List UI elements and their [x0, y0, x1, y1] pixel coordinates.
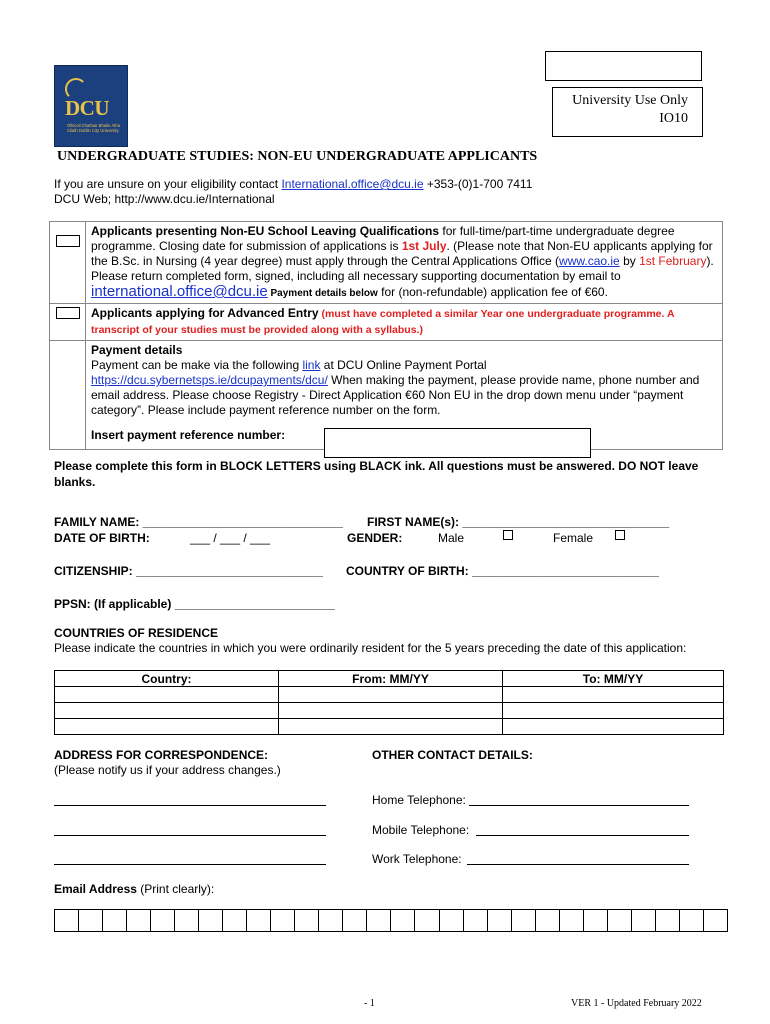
address-note: (Please notify us if your address changes.)	[54, 763, 281, 777]
payment-details-label: Payment details below	[267, 288, 378, 299]
application-options-table	[49, 221, 723, 450]
payment-reference-input[interactable]	[324, 428, 591, 458]
option1-checkbox[interactable]	[56, 235, 80, 247]
option1-desc-5: for (non-refundable) application fee of €60.	[377, 285, 608, 299]
address-line-1[interactable]	[54, 805, 326, 806]
office-reference-box[interactable]	[545, 51, 702, 81]
country-of-birth-field[interactable]: COUNTRY OF BIRTH: ____________________________	[346, 564, 659, 578]
intro-phone: +353-(0)1-700 7411	[423, 177, 533, 191]
payment-heading: Payment details	[91, 343, 183, 357]
page-title: UNDERGRADUATE STUDIES: NON-EU UNDERGRADUATE APPLICANTS	[57, 149, 538, 164]
email-address-input[interactable]	[54, 909, 728, 932]
intro-prefix: If you are unsure on your eligibility contact	[54, 177, 282, 191]
option2-heading: Applicants applying for Advanced Entry	[91, 306, 319, 320]
dob-field[interactable]: ___ / ___ / ___	[190, 531, 271, 545]
option2-note: (must have completed a similar Year one undergraduate programme. A transcript of your studies must be provided along with a syllabus.)	[91, 308, 675, 336]
option1-desc: for full-time/part-time undergraduate degree programme. Closing date for submission of applications is	[91, 224, 675, 253]
option1-text	[86, 222, 723, 304]
mobile-telephone-field[interactable]	[476, 835, 689, 836]
block-letters-note: Please complete this form in BLOCK LETTERS using BLACK ink. All questions must be answered. DO NOT leave blanks.	[54, 459, 699, 489]
work-telephone-label: Work Telephone:	[372, 852, 462, 866]
university-use-label: University Use Only	[572, 93, 688, 108]
female-checkbox[interactable]	[615, 530, 625, 540]
page-number: - 1	[364, 998, 375, 1009]
col-country: Country:	[55, 671, 279, 687]
option1-desc-2: . (Please note that Non-EU applicants applying for the B.Sc. in Nursing (4 year degree) must apply through the Central Applications Office (	[91, 239, 713, 268]
table-row[interactable]	[55, 719, 724, 735]
table-row[interactable]	[55, 687, 724, 703]
international-email-link[interactable]: International.office@dcu.ie	[281, 177, 424, 191]
residence-table	[54, 670, 724, 735]
mobile-telephone-label: Mobile Telephone:	[372, 823, 470, 837]
option2-checkbox[interactable]	[56, 307, 80, 319]
email-label-note: (Print clearly):	[136, 882, 215, 896]
closing-date: 1st July	[401, 239, 447, 253]
citizenship-field[interactable]: CITIZENSHIP: ____________________________	[54, 564, 323, 578]
payment-link[interactable]: link	[302, 358, 321, 372]
version-info: VER 1 - Updated February 2022	[571, 998, 702, 1009]
payment-reference-label: Insert payment reference number:	[91, 428, 286, 442]
gender-label: GENDER:	[347, 531, 403, 545]
table-row[interactable]	[55, 703, 724, 719]
col-from: From: MM/YY	[279, 671, 503, 687]
logo-text: DCU	[65, 96, 109, 120]
option1-checkbox-cell	[50, 222, 86, 304]
cao-link[interactable]: www.cao.ie	[559, 254, 620, 268]
work-telephone-field[interactable]	[467, 864, 689, 865]
option1-desc-3: by	[619, 254, 640, 268]
address-heading: ADDRESS FOR CORRESPONDENCE:	[54, 748, 269, 762]
university-use-box	[552, 87, 703, 137]
payment-desc-2: at DCU Online Payment Portal	[320, 358, 487, 372]
payment-desc-3: When making the payment, please provide name, phone number and email address. Please choose Registry - Direct Application €60 Non EU in the drop down menu under “payment category”. Please include payment reference number on the form.	[91, 373, 700, 417]
female-label: Female	[553, 531, 594, 545]
home-telephone-field[interactable]	[469, 805, 689, 806]
residence-desc: Please indicate the countries in which you were ordinarily resident for the 5 years preceding the date of this application:	[54, 641, 687, 655]
intro-contact	[54, 177, 532, 207]
dcu-logo	[54, 65, 128, 147]
ppsn-field[interactable]: PPSN: (If applicable) ________________________	[54, 597, 335, 611]
family-name-field[interactable]: FAMILY NAME: ______________________________	[54, 515, 343, 529]
home-telephone-label: Home Telephone:	[372, 793, 466, 807]
payment-empty-cell	[50, 341, 86, 450]
option2-text	[86, 304, 723, 341]
submission-email-link[interactable]: international.office@dcu.ie	[91, 283, 268, 300]
address-line-2[interactable]	[54, 835, 326, 836]
email-label-text: Email Address	[54, 882, 137, 896]
contact-heading: OTHER CONTACT DETAILS:	[372, 748, 533, 762]
option2-checkbox-cell	[50, 304, 86, 341]
logo-subtext: Ollscoil Chathair Bhaile Átha Cliath Dublin City University	[67, 123, 121, 133]
payment-portal-url[interactable]: https://dcu.sybernetsps.ie/dcupayments/dcu/	[91, 373, 328, 387]
col-to: To: MM/YY	[503, 671, 724, 687]
male-checkbox[interactable]	[503, 530, 513, 540]
address-line-3[interactable]	[54, 864, 326, 865]
dob-label: DATE OF BIRTH:	[54, 531, 150, 545]
male-label: Male	[438, 531, 465, 545]
email-label	[54, 882, 214, 896]
nursing-date: 1st February	[639, 254, 707, 268]
option1-heading: Applicants presenting Non-EU School Leaving Qualifications	[91, 224, 440, 238]
option1-desc-4: ). Please return completed form, signed, including all necessary supporting documentation by email to	[91, 254, 714, 283]
first-names-field[interactable]: FIRST NAME(s): _______________________________	[367, 515, 670, 529]
residence-heading: COUNTRIES OF RESIDENCE	[54, 626, 219, 640]
university-use-code: IO10	[659, 111, 688, 126]
payment-desc: Payment can be make via the following	[91, 358, 303, 372]
intro-web: DCU Web; http://www.dcu.ie/International	[54, 192, 275, 206]
